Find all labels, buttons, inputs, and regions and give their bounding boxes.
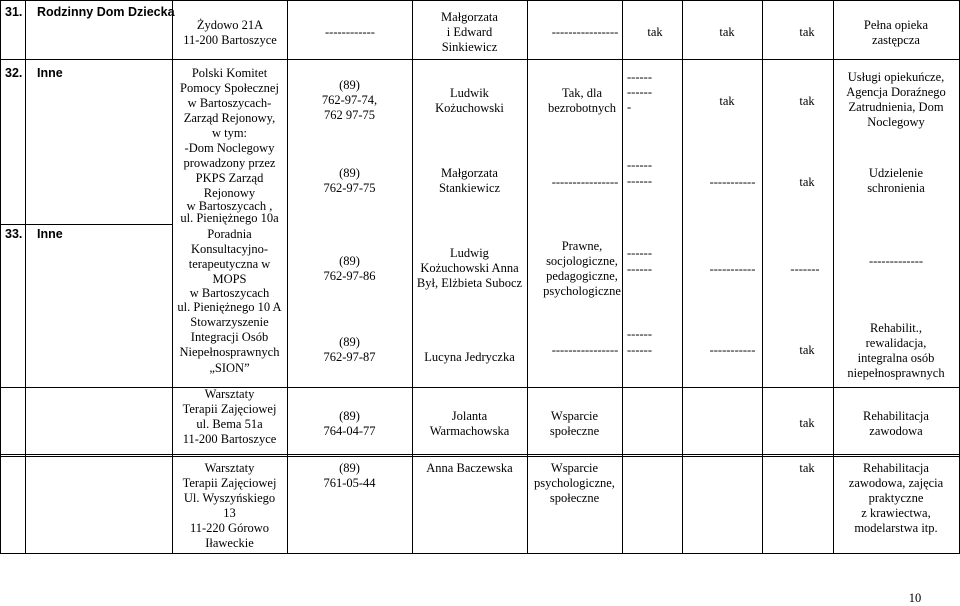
cell-col6: - xyxy=(627,100,632,114)
desc-line: Usługi opiekuńcze, xyxy=(847,70,945,84)
cell-col5: ---------------- xyxy=(551,175,619,189)
phone-line: (89) xyxy=(339,254,360,268)
cell-col6: ------ xyxy=(627,262,652,276)
cell-col5: Tak, dla xyxy=(561,86,603,100)
desc-line: modelarstwa itp. xyxy=(854,521,938,535)
org-line: Konsultacyjno- xyxy=(190,242,269,256)
phone-line: (89) xyxy=(339,335,360,349)
person-line: Sinkiewicz xyxy=(441,40,498,54)
org-line: 13 xyxy=(223,506,236,520)
row-type: Inne xyxy=(37,227,63,241)
org-line: Warsztaty xyxy=(204,387,255,401)
org-line: prowadzony przez xyxy=(183,156,276,170)
org-line: PKPS Zarząd xyxy=(195,171,264,185)
phone: ------------ xyxy=(325,25,375,39)
org-line: Poradnia xyxy=(207,227,252,241)
person-line: Ludwik xyxy=(450,86,489,100)
phone-line: 762-97-86 xyxy=(323,269,376,283)
org-line: terapeutyczna w xyxy=(188,257,271,271)
cell-col8: tak xyxy=(799,25,815,39)
org-line: Ul. Wyszyńskiego xyxy=(183,491,276,505)
desc-line: zawodowa, zajęcia xyxy=(848,476,944,490)
desc-line: rewalidacja, xyxy=(865,336,927,350)
phone-line: (89) xyxy=(339,409,360,423)
cell-col7: ----------- xyxy=(709,343,756,357)
cell-col5: społeczne xyxy=(549,424,600,438)
desc-line: ------------- xyxy=(868,254,924,268)
org-line: 11-220 Górowo xyxy=(189,521,270,535)
org-line: w Bartoszycach- xyxy=(187,96,272,110)
cell-col7: ----------- xyxy=(709,262,756,276)
desc-line: z krawiectwa, xyxy=(861,506,931,520)
address-line: Żydowo 21A xyxy=(196,18,264,32)
org-line: Polski Komitet xyxy=(191,66,268,80)
desc-line: Rehabilitacja xyxy=(863,409,929,423)
person-line: Lucyna Jedryczka xyxy=(424,350,515,364)
person-line: Małgorzata xyxy=(441,10,498,24)
org-line: MOPS xyxy=(212,272,247,286)
cell-col5: ---------------- xyxy=(551,25,619,39)
desc-line: zawodowa xyxy=(869,424,923,438)
person-line: Warmachowska xyxy=(429,424,510,438)
org-line: -Dom Noclegowy xyxy=(184,141,275,155)
person-line: Jolanta xyxy=(451,409,488,423)
cell-col5: Wsparcie xyxy=(550,461,599,475)
org-line: ul. Bema 51a xyxy=(196,417,263,431)
desc-line: Zatrudnienia, Dom xyxy=(848,100,944,114)
cell-col6: ------ xyxy=(627,343,652,357)
person-line: Kożuchowski Anna xyxy=(420,261,519,275)
cell-col6: ------ xyxy=(627,85,652,99)
cell-col7: tak xyxy=(719,25,735,39)
cell-col7: ----------- xyxy=(709,175,756,189)
cell-col8: tak xyxy=(799,94,815,108)
person-line: Ludwig xyxy=(450,246,489,260)
desc-line: Noclegowy xyxy=(867,115,925,129)
desc-line: praktyczne xyxy=(868,491,924,505)
person-line: Był, Elżbieta Subocz xyxy=(416,276,523,290)
org-line: Rejonowy xyxy=(203,186,256,200)
phone-line: 764-04-77 xyxy=(323,424,376,438)
row-name: Rodzinny Dom Dziecka xyxy=(37,5,175,19)
desc-line: schronienia xyxy=(867,181,925,195)
cell-col8: tak xyxy=(799,343,815,357)
org-line: Pomocy Społecznej xyxy=(180,81,279,95)
person-line: Stankiewicz xyxy=(438,181,501,195)
cell-col6: ------ xyxy=(627,158,652,172)
cell-col5: pedagogiczne, xyxy=(546,269,618,283)
desc-line: Agencja Doraźnego xyxy=(846,85,946,99)
cell-col6: tak xyxy=(647,25,663,39)
org-line: 11-200 Bartoszyce xyxy=(182,432,277,446)
org-line: w tym: xyxy=(211,126,248,140)
cell-col5: Wsparcie xyxy=(550,409,599,423)
row-type: Inne xyxy=(37,66,63,80)
row-number: 32. xyxy=(5,66,23,80)
org-line: Zarząd Rejonowy, xyxy=(183,111,276,125)
org-line: w Bartoszycach xyxy=(189,286,270,300)
person-line: Anna Baczewska xyxy=(426,461,513,475)
org-line: w Bartoszycach , xyxy=(186,199,273,213)
cell-col5: społeczne xyxy=(549,491,600,505)
cell-col5: ---------------- xyxy=(551,343,619,357)
phone-line: (89) xyxy=(339,461,360,475)
org-line: Iławeckie xyxy=(205,536,254,550)
row-number: 31. xyxy=(5,5,23,19)
person-line: Małgorzata xyxy=(441,166,498,180)
org-line: Warsztaty xyxy=(204,461,255,475)
cell-col7: tak xyxy=(719,94,735,108)
desc-line: Rehabilit., xyxy=(869,321,923,335)
cell-col5: Prawne, xyxy=(561,239,603,253)
cell-col5: psychologiczne, xyxy=(534,476,615,490)
phone-line: (89) xyxy=(339,166,360,180)
phone-line: 762-97-87 xyxy=(323,350,376,364)
phone-line: 762-97-75 xyxy=(323,181,376,195)
desc-line: niepełnosprawnych xyxy=(847,366,945,380)
org-line: „SION” xyxy=(209,361,250,375)
cell-col8: ------- xyxy=(790,262,820,276)
page-number: 10 xyxy=(908,591,922,605)
org-line: ul. Pieniężnego 10a xyxy=(180,211,279,225)
cell-col5: socjologiczne, xyxy=(546,254,618,268)
phone-line: 762 97-75 xyxy=(323,108,376,122)
desc-line: integralna osób xyxy=(857,351,935,365)
desc-line: Udzielenie xyxy=(868,166,924,180)
address-line: 11-200 Bartoszyce xyxy=(183,33,277,47)
org-line: Terapii Zajęciowej xyxy=(182,402,277,416)
person-line: i Edward xyxy=(446,25,493,39)
cell-col6: ------ xyxy=(627,174,652,188)
cell-col8: tak xyxy=(799,416,815,430)
cell-col5: bezrobotnych xyxy=(547,101,617,115)
row-number: 33. xyxy=(5,227,23,241)
org-line: Terapii Zajęciowej xyxy=(182,476,277,490)
org-line: ul. Pieniężnego 10 A xyxy=(177,300,282,314)
cell-col5: psychologiczne xyxy=(543,284,621,298)
cell-col6: ------ xyxy=(627,246,652,260)
desc-line: Pełna opieka xyxy=(863,18,929,32)
phone-line: (89) xyxy=(339,78,360,92)
phone-line: 762-97-74, xyxy=(321,93,378,107)
cell-col6: ------ xyxy=(627,70,652,84)
org-line: Stowarzyszenie xyxy=(190,315,269,329)
phone-line: 761-05-44 xyxy=(323,476,376,490)
desc-line: zastępcza xyxy=(872,33,920,47)
desc-line: Rehabilitacja xyxy=(863,461,929,475)
org-line: Niepełnosprawnych xyxy=(179,345,280,359)
person-line: Kożuchowski xyxy=(435,101,504,115)
cell-col8: tak xyxy=(799,461,815,475)
org-line: Integracji Osób xyxy=(190,330,269,344)
cell-col6: ------ xyxy=(627,327,652,341)
cell-col8: tak xyxy=(799,175,815,189)
